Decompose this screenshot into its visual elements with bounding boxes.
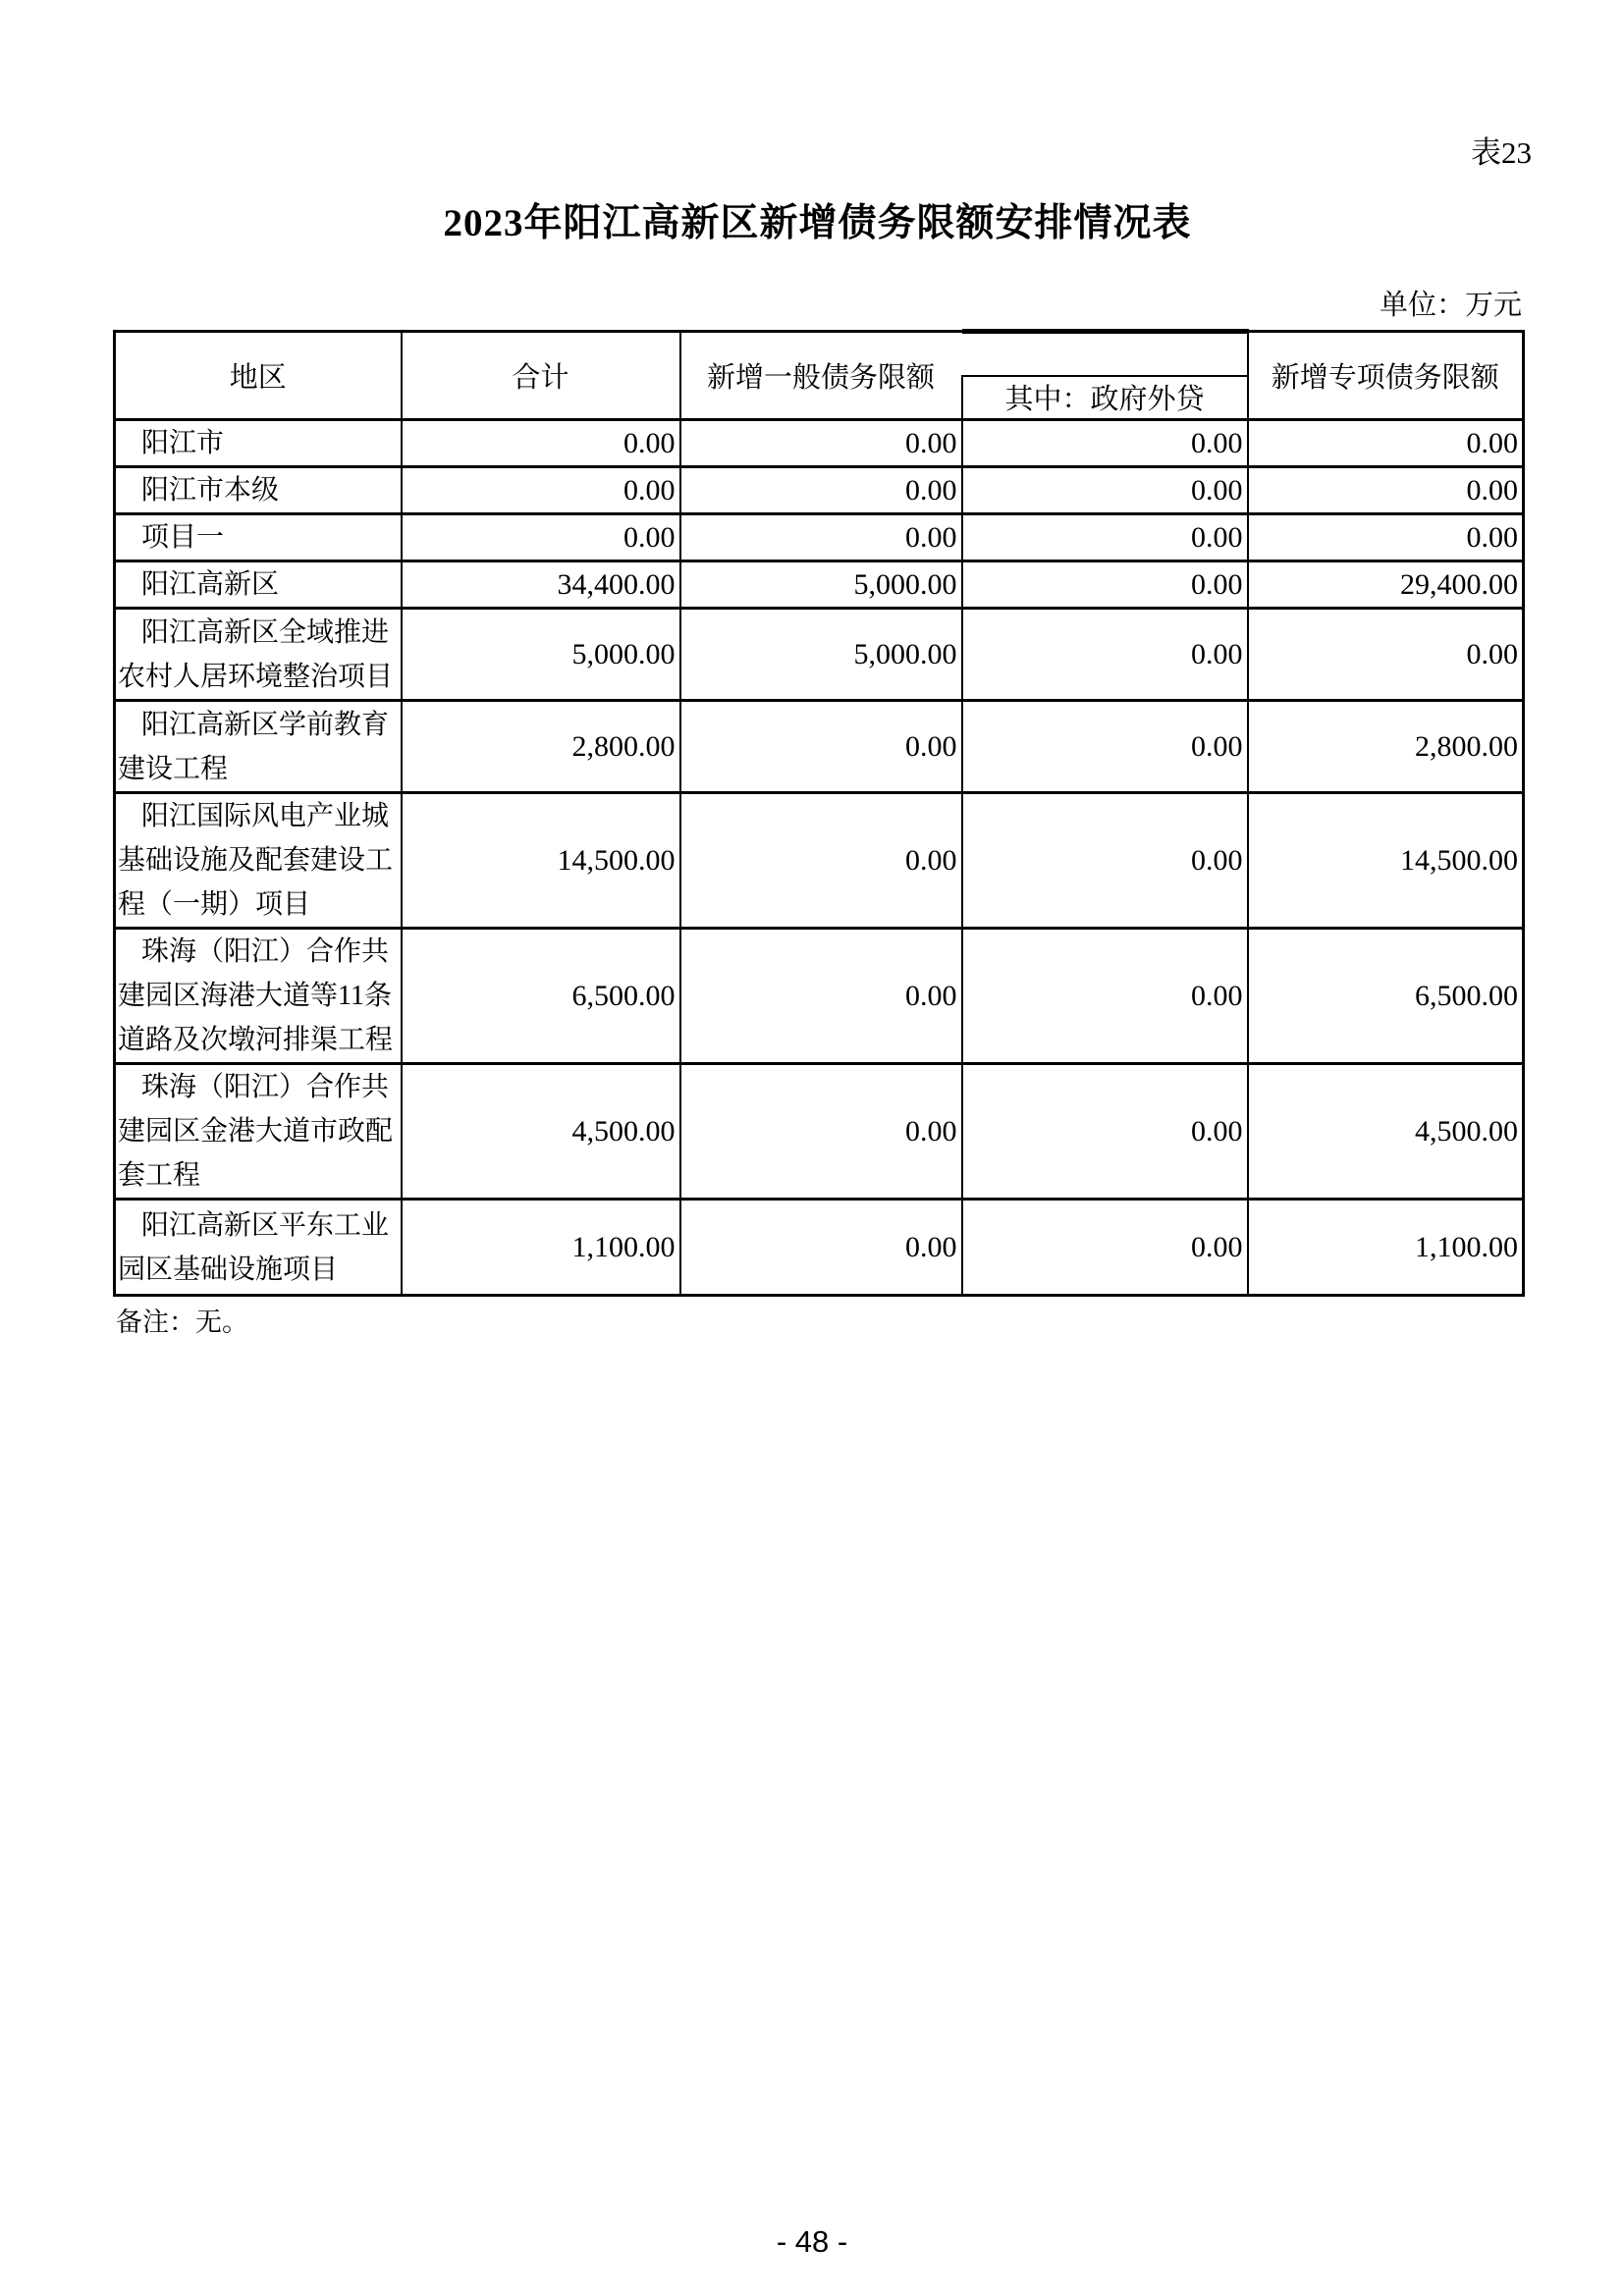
cell-general: 0.00 [680, 467, 962, 514]
cell-region: 阳江市本级 [115, 467, 402, 514]
header-total: 合计 [402, 332, 680, 420]
cell-total: 1,100.00 [402, 1200, 680, 1296]
cell-general: 0.00 [680, 1200, 962, 1296]
cell-special: 2,800.00 [1248, 701, 1524, 793]
cell-foreign: 0.00 [962, 561, 1248, 609]
table-row [115, 609, 1524, 701]
cell-general: 0.00 [680, 420, 962, 467]
cell-special: 4,500.00 [1248, 1064, 1524, 1200]
table-row [115, 701, 1524, 793]
table-container [113, 329, 1522, 1339]
header-of-which-foreign: 其中：政府外贷 [962, 376, 1248, 420]
header-row-1 [115, 332, 1524, 376]
cell-region: 阳江高新区平东工业园区基础设施项目 [115, 1200, 402, 1296]
table-row [115, 929, 1524, 1064]
cell-special: 6,500.00 [1248, 929, 1524, 1064]
cell-total: 6,500.00 [402, 929, 680, 1064]
cell-special: 29,400.00 [1248, 561, 1524, 609]
cell-total: 0.00 [402, 467, 680, 514]
table-row [115, 561, 1524, 609]
note-text: 备注：无。 [116, 1308, 248, 1337]
cell-general: 0.00 [680, 701, 962, 793]
cell-special: 0.00 [1248, 514, 1524, 561]
cell-region: 阳江高新区 [115, 561, 402, 609]
cell-region: 阳江市 [115, 420, 402, 467]
cell-foreign: 0.00 [962, 514, 1248, 561]
cell-total: 4,500.00 [402, 1064, 680, 1200]
table-row [115, 1064, 1524, 1200]
cell-general: 5,000.00 [680, 609, 962, 701]
cell-special: 0.00 [1248, 467, 1524, 514]
table-row [115, 793, 1524, 929]
cell-special: 1,100.00 [1248, 1200, 1524, 1296]
cell-general: 5,000.00 [680, 561, 962, 609]
cell-general: 0.00 [680, 1064, 962, 1200]
cell-foreign: 0.00 [962, 1064, 1248, 1200]
cell-total: 0.00 [402, 514, 680, 561]
cell-region: 阳江高新区学前教育建设工程 [115, 701, 402, 793]
cell-foreign: 0.00 [962, 1200, 1248, 1296]
page-title: 2023年阳江高新区新增债务限额安排情况表 [443, 202, 1192, 244]
cell-total: 0.00 [402, 420, 680, 467]
debt-limit-table [113, 329, 1525, 1297]
cell-general: 0.00 [680, 793, 962, 929]
cell-special: 14,500.00 [1248, 793, 1524, 929]
cell-foreign: 0.00 [962, 929, 1248, 1064]
unit-label: 单位：万元 [1379, 290, 1522, 321]
table-row [115, 1200, 1524, 1296]
header-spacer-cell [962, 332, 1248, 376]
table-row [115, 467, 1524, 514]
table-number-label: 表23 [1471, 135, 1532, 170]
page-number: - 48 - [776, 2224, 848, 2259]
header-new-general: 新增一般债务限额 [680, 332, 962, 420]
header-new-special: 新增专项债务限额 [1248, 332, 1524, 420]
cell-special: 0.00 [1248, 609, 1524, 701]
cell-total: 34,400.00 [402, 561, 680, 609]
cell-foreign: 0.00 [962, 701, 1248, 793]
cell-total: 2,800.00 [402, 701, 680, 793]
cell-foreign: 0.00 [962, 467, 1248, 514]
cell-special: 0.00 [1248, 420, 1524, 467]
table-row [115, 514, 1524, 561]
cell-region: 阳江国际风电产业城基础设施及配套建设工程（一期）项目 [115, 793, 402, 929]
cell-region: 珠海（阳江）合作共建园区海港大道等11条道路及次墩河排渠工程 [115, 929, 402, 1064]
cell-total: 5,000.00 [402, 609, 680, 701]
cell-region: 项目一 [115, 514, 402, 561]
table-body [115, 420, 1524, 1296]
table-row [115, 420, 1524, 467]
header-region: 地区 [115, 332, 402, 420]
cell-general: 0.00 [680, 929, 962, 1064]
cell-region: 珠海（阳江）合作共建园区金港大道市政配套工程 [115, 1064, 402, 1200]
cell-region: 阳江高新区全域推进农村人居环境整治项目 [115, 609, 402, 701]
cell-foreign: 0.00 [962, 793, 1248, 929]
table-header [115, 332, 1524, 420]
cell-foreign: 0.00 [962, 609, 1248, 701]
cell-total: 14,500.00 [402, 793, 680, 929]
cell-foreign: 0.00 [962, 420, 1248, 467]
cell-general: 0.00 [680, 514, 962, 561]
